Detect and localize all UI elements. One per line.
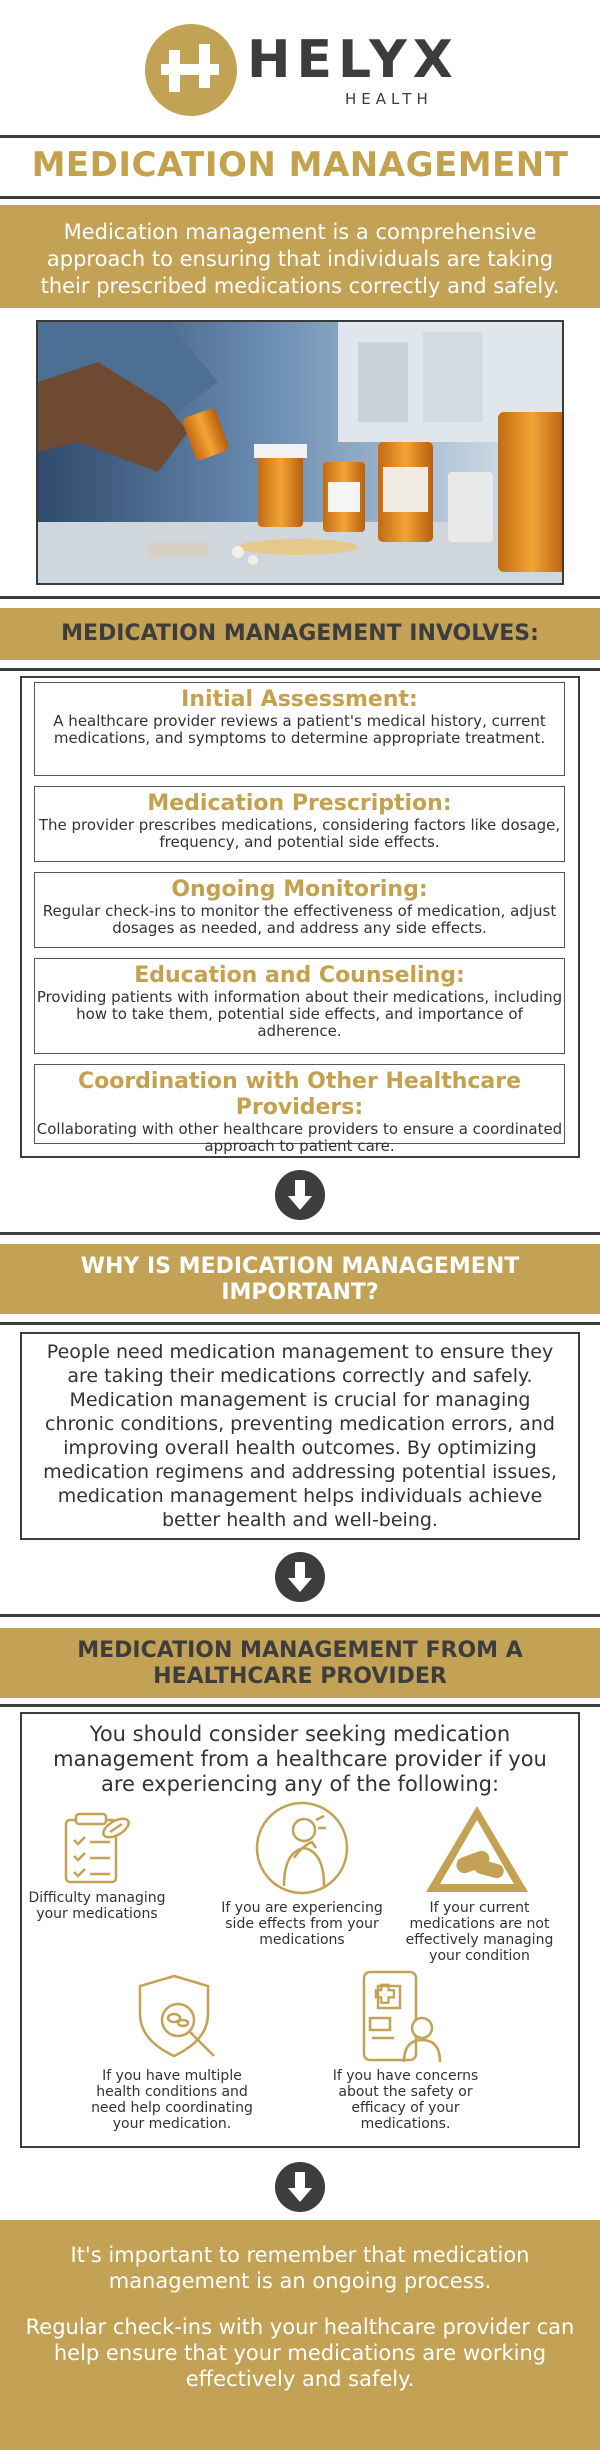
header-logo	[0, 0, 600, 135]
page-title: MEDICATION MANAGEMENT	[31, 145, 569, 185]
list-item	[34, 682, 565, 776]
involves-box	[20, 676, 580, 1158]
divider	[0, 1232, 600, 1235]
involves-heading: MEDICATION MANAGEMENT INVOLVES:	[0, 608, 600, 660]
person-coughing-icon	[254, 1800, 350, 1896]
provider-lead: You should consider seeking medication management from a healthcare provider if you are experiencing any of the following:	[53, 1722, 547, 1796]
reason-caption: If you are experiencing side effects from your medications	[221, 1900, 383, 1948]
divider	[0, 196, 600, 199]
item-title: Coordination with Other Healthcare Providers:	[77, 1069, 522, 1120]
reason-caption: If you have multiple health conditions and need help coordinating your medication.	[91, 2068, 253, 2132]
divider	[0, 1614, 600, 1617]
item-text: The provider prescribes medications, considering factors like dosage, frequency, and potential side effects.	[38, 816, 561, 851]
arrow-down-icon	[275, 2162, 325, 2212]
reason-caption: If you have concerns about the safety or efficacy of your medications.	[332, 2068, 479, 2132]
divider	[0, 1322, 600, 1325]
list-item	[34, 786, 565, 862]
shield-pills-icon	[134, 1970, 230, 2066]
divider	[0, 668, 600, 671]
arrow-down-icon	[275, 1552, 325, 1602]
footer-band	[0, 2220, 600, 2450]
footer-line-1: It's important to remember that medication management is an ongoing process.	[70, 2243, 530, 2293]
item-text: A healthcare provider reviews a patient's medical history, current medications, and symptoms to determine appropriate treatment.	[53, 712, 546, 747]
provider-box	[20, 1712, 580, 2148]
list-item	[34, 872, 565, 948]
item-title: Medication Prescription:	[147, 791, 452, 816]
why-text: People need medication management to ensure they are taking their medications correctly and safely. Medication management is crucial for managing chronic conditions, preventing medication errors, and improving overall health outcomes. By optimizing medication regimens and addressing potential issues, medication management helps individuals achieve better health and well-being.	[43, 1341, 557, 1531]
checklist-icon	[58, 1806, 138, 1886]
reason-caption: Difficulty managing your medications	[28, 1890, 166, 1922]
arrow-down-icon	[275, 1170, 325, 1220]
item-title: Initial Assessment:	[181, 687, 418, 712]
item-text: Providing patients with information about their medications, including how to take them, potential side effects, and importance of adherence.	[36, 988, 563, 1040]
helyx-logo-icon	[145, 24, 237, 116]
item-title: Ongoing Monitoring:	[171, 877, 428, 902]
warning-pills-icon	[422, 1802, 532, 1898]
why-heading: WHY IS MEDICATION MANAGEMENT IMPORTANT?	[0, 1244, 600, 1314]
item-text: Regular check-ins to monitor the effectiveness of medication, adjust dosages as needed, and address any side effects.	[42, 902, 557, 937]
provider-heading: MEDICATION MANAGEMENT FROM A HEALTHCARE PROVIDER	[0, 1628, 600, 1698]
intro-text: Medication management is a comprehensive approach to ensuring that individuals are taking their prescribed medications correctly and safely.	[0, 205, 600, 308]
list-item	[34, 958, 565, 1054]
item-title: Education and Counseling:	[134, 963, 465, 988]
item-text: Collaborating with other healthcare providers to ensure a coordinated approach to patient care.	[36, 1120, 563, 1155]
divider	[0, 1704, 600, 1707]
list-item	[34, 1064, 565, 1155]
phone-doctor-icon	[358, 1968, 448, 2064]
divider	[0, 135, 600, 138]
pharmacist-photo	[36, 320, 564, 585]
brand-name: HELYX	[247, 30, 459, 90]
brand-subtitle: HEALTH	[345, 90, 433, 108]
footer-line-2: Regular check-ins with your healthcare provider can help ensure that your medications are working effectively and safely.	[25, 2315, 575, 2391]
why-box	[20, 1332, 580, 1540]
reason-caption: If your current medications are not effectively managing your condition	[405, 1900, 554, 1964]
divider	[0, 596, 600, 599]
